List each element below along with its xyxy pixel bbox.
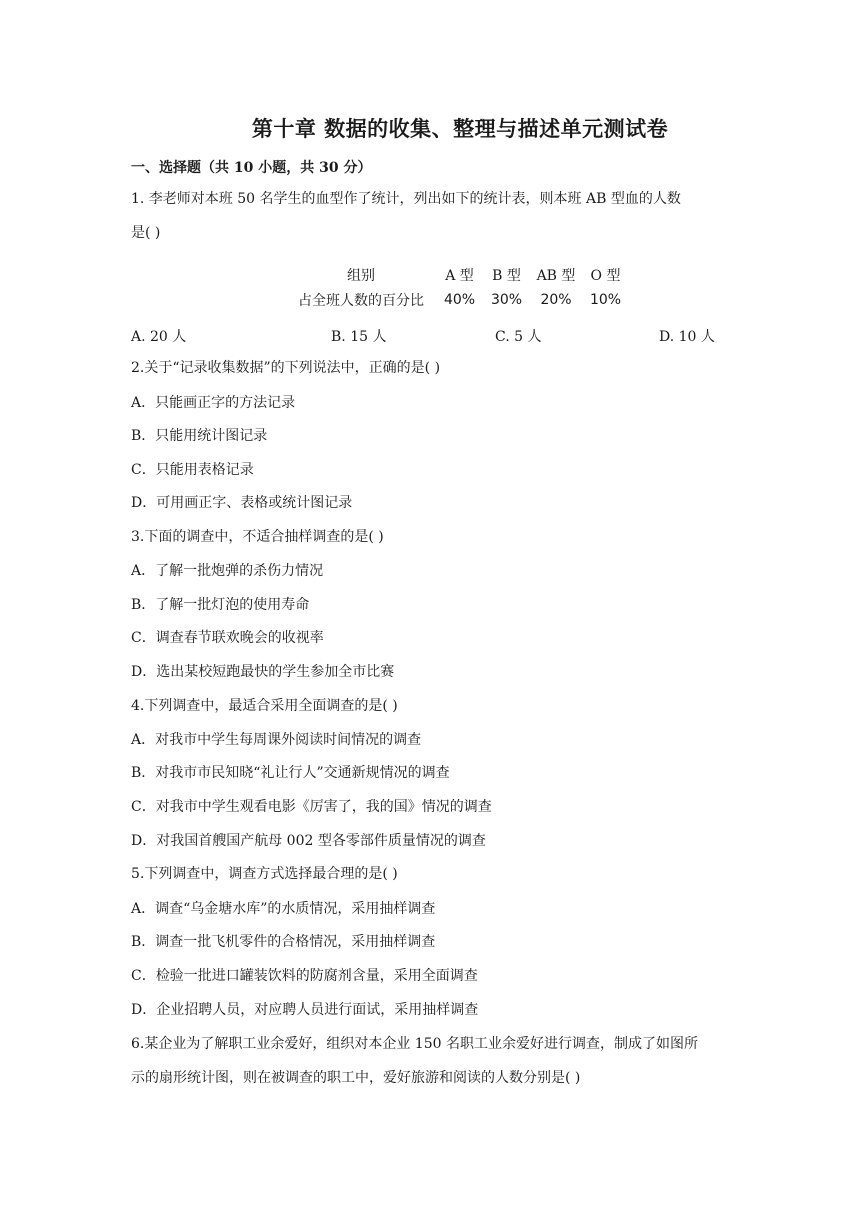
question-1-option-a: A. 20 人 [131, 329, 187, 345]
question-5-option-d: D．企业招聘人员，对应聘人员进行面试，采用抽样调查 [131, 1002, 479, 1018]
question-6-stem-line1: 6.某企业为了解职工业余爱好，组织对本企业 150 名职工业余爱好进行调查，制成了如图所 [131, 1036, 698, 1052]
question-4-option-d: D．对我国首艘国产航母 002 型各零部件质量情况的调查 [131, 833, 486, 849]
question-5-option-c: C．检验一批进口罐装饮料的防腐剂含量，采用全面调查 [131, 968, 478, 984]
table-row [286, 287, 629, 312]
page-title: 第十章 数据的收集、整理与描述单元测试卷 [251, 116, 669, 141]
table-header-cell: O 型 [590, 267, 621, 284]
question-1-stem-line2: 是( ) [131, 225, 161, 241]
question-3-option-d: D．选出某校短跑最快的学生参加全市比赛 [131, 664, 395, 680]
table-header-cell: A 型 [445, 267, 474, 284]
table-cell: 30% [490, 291, 523, 308]
table-header-cell: B 型 [492, 267, 521, 284]
question-5-stem: 5.下列调查中，调查方式选择最合理的是( ) [131, 866, 398, 882]
question-4-option-b: B．对我市市民知晓“礼让行人”交通新规情况的调查 [131, 765, 450, 781]
section-heading: 一、选择题（共 10 小题，共 30 分） [131, 160, 372, 176]
question-5-option-a: A．调查“乌金塘水库”的水质情况，采用抽样调查 [131, 901, 436, 917]
question-2-option-b: B．只能用统计图记录 [131, 428, 268, 444]
table-header-cell: 组别 [347, 267, 375, 284]
blood-type-table [286, 262, 629, 312]
table-cell: 占全班人数的百分比 [298, 292, 424, 309]
question-3-stem: 3.下面的调查中，不适合抽样调查的是( ) [131, 529, 384, 545]
question-2-stem: 2.关于“记录收集数据”的下列说法中，正确的是( ) [131, 360, 441, 376]
question-6-stem-line2: 示的扇形统计图，则在被调查的职工中，爱好旅游和阅读的人数分别是( ) [131, 1070, 581, 1086]
question-4-stem: 4.下列调查中，最适合采用全面调查的是( ) [131, 698, 398, 714]
question-3-option-b: B．了解一批灯泡的使用寿命 [131, 597, 310, 613]
question-3-option-c: C．调查春节联欢晚会的收视率 [131, 630, 324, 646]
question-5-option-b: B．调查一批飞机零件的合格情况，采用抽样调查 [131, 934, 436, 950]
question-1-stem-line1: 1. 李老师对本班 50 名学生的血型作了统计，列出如下的统计表，则本班 AB 型血的人数 [131, 191, 681, 207]
question-2-option-a: A．只能画正字的方法记录 [131, 395, 296, 411]
question-4-option-c: C．对我市中学生观看电影《厉害了，我的国》情况的调查 [131, 799, 492, 815]
question-1-option-d: D. 10 人 [659, 329, 715, 345]
table-cell: 20% [540, 291, 572, 308]
question-4-option-a: A．对我市中学生每周课外阅读时间情况的调查 [131, 732, 422, 748]
question-3-option-a: A．了解一批炮弹的杀伤力情况 [131, 563, 324, 579]
question-1-option-c: C. 5 人 [495, 329, 542, 345]
table-header-row [286, 262, 629, 287]
table-cell: 10% [589, 291, 622, 308]
question-2-option-d: D．可用画正字、表格或统计图记录 [131, 495, 353, 511]
question-2-option-c: C．只能用表格记录 [131, 462, 254, 478]
table-header-cell: AB 型 [536, 267, 576, 284]
table-cell: 40% [443, 291, 476, 308]
question-1-option-b: B. 15 人 [331, 329, 387, 345]
